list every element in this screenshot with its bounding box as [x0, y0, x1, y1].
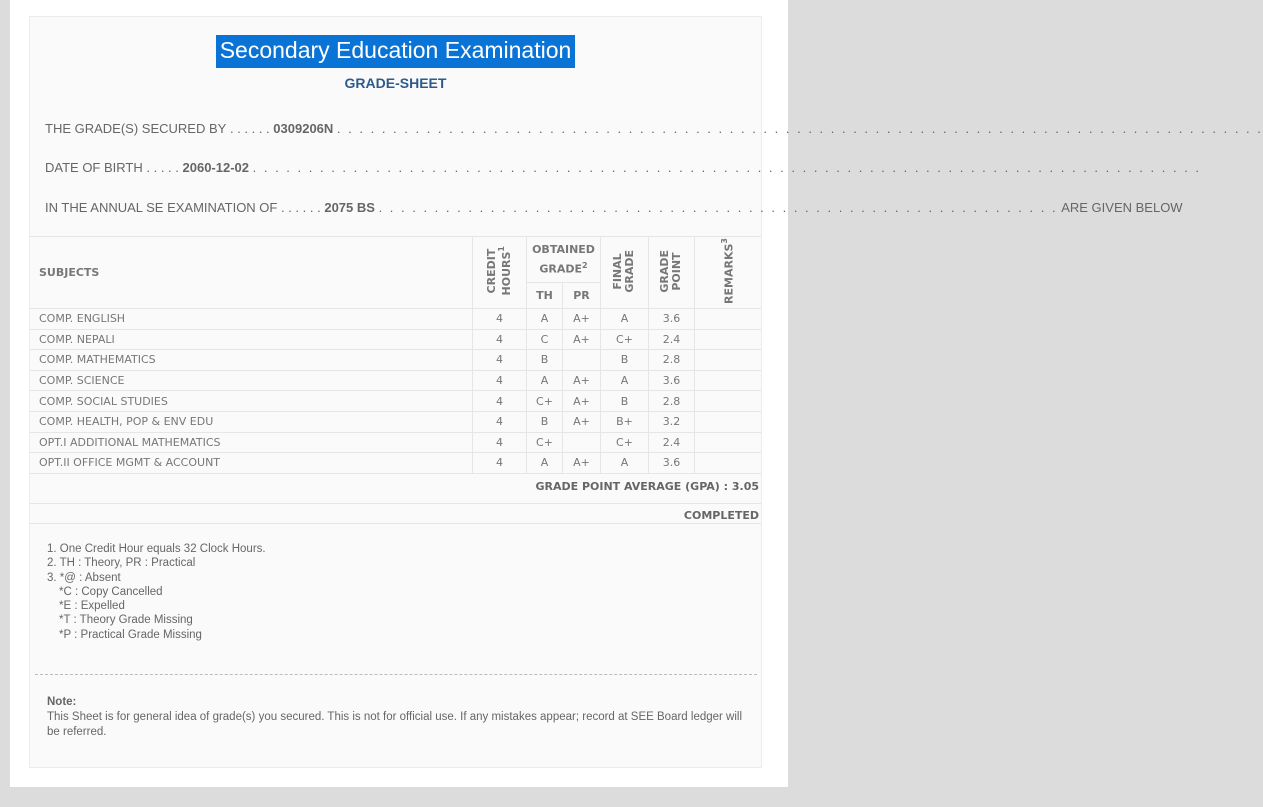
header-credit-hours: CREDIT HOURS$^1$ [473, 237, 527, 309]
cell-th: A [527, 453, 563, 474]
exam-label: IN THE ANNUAL SE EXAMINATION OF [45, 200, 278, 215]
footnote: 2. TH : Theory, PR : Practical [47, 557, 196, 570]
cell-remarks [695, 391, 762, 412]
cell-final: C+ [601, 432, 649, 453]
cell-credit: 4 [473, 329, 527, 350]
cell-credit: 4 [473, 308, 527, 329]
grades-table [30, 236, 761, 474]
cell-gp: 2.8 [649, 391, 695, 412]
footnote: 1. One Credit Hour equals 32 Clock Hours. [47, 543, 266, 555]
cell-pr: A+ [563, 411, 601, 432]
gpa-summary: GRADE POINT AVERAGE (GPA) : 3.05 [535, 480, 759, 493]
page-subtitle: GRADE-SHEET [344, 75, 447, 91]
disclaimer-note [47, 695, 747, 740]
header-grade-point: GRADE POINT [649, 237, 695, 309]
cell-remarks [695, 411, 762, 432]
table-row [30, 370, 761, 391]
cell-credit: 4 [473, 370, 527, 391]
cell-th: B [527, 411, 563, 432]
cell-pr: A+ [563, 453, 601, 474]
table-row [30, 453, 761, 474]
cell-subject: OPT.II OFFICE MGMT & ACCOUNT [30, 453, 473, 474]
cell-final: B+ [601, 411, 649, 432]
cell-credit: 4 [473, 432, 527, 453]
cell-th: A [527, 370, 563, 391]
cell-pr: A+ [563, 391, 601, 412]
cell-th: C+ [527, 391, 563, 412]
symbol-number: 0309206N [273, 121, 334, 136]
cell-credit: 4 [473, 350, 527, 371]
cell-th: C+ [527, 432, 563, 453]
dob-line: DATE OF BIRTH . . . . . 2060-12-02 . . . . . . . . . . . . . . . . . . . . . . . . . . . . . . . . . . . . . . . . . . . . . . . . . . . . . . . . . . . . . . . . . . . . . . . . . . . . . . . . . . . . . [45, 160, 1202, 175]
grade-sheet-page [10, 0, 1263, 787]
secured-by-label: THE GRADE(S) SECURED BY [45, 121, 227, 136]
cell-remarks [695, 350, 762, 371]
footnote: *C : Copy Cancelled [59, 585, 163, 598]
cell-final: B [601, 350, 649, 371]
footnote: *E : Expelled [59, 600, 125, 613]
cell-gp: 2.4 [649, 329, 695, 350]
exam-year: 2075 BS [324, 200, 375, 215]
table-row [30, 329, 761, 350]
table-row [30, 411, 761, 432]
cell-credit: 4 [473, 453, 527, 474]
table-row [30, 391, 761, 412]
cell-pr: A+ [563, 329, 601, 350]
cell-subject: COMP. MATHEMATICS [30, 350, 473, 371]
cell-final: C+ [601, 329, 649, 350]
cell-subject: COMP. SCIENCE [30, 370, 473, 391]
table-row [30, 308, 761, 329]
footnote: *T : Theory Grade Missing [59, 614, 193, 627]
note-text: This Sheet is for general idea of grade(s) you secured. This is not for official use. If any mistakes appear; record at SEE Board ledger will be referred. [47, 711, 743, 738]
cell-credit: 4 [473, 391, 527, 412]
cell-subject: OPT.I ADDITIONAL MATHEMATICS [30, 432, 473, 453]
cell-final: A [601, 370, 649, 391]
dob-label: DATE OF BIRTH [45, 160, 143, 175]
cell-subject: COMP. HEALTH, POP & ENV EDU [30, 411, 473, 432]
grade-sheet-panel [29, 16, 1263, 768]
cell-gp: 3.6 [649, 453, 695, 474]
table-row [30, 350, 761, 371]
exam-suffix: ARE GIVEN BELOW [1061, 200, 1183, 215]
cell-remarks [695, 370, 762, 391]
cell-remarks [695, 308, 762, 329]
page-title: Secondary Education Examination [216, 35, 576, 68]
cell-gp: 2.4 [649, 432, 695, 453]
cell-th: A [527, 308, 563, 329]
cell-credit: 4 [473, 411, 527, 432]
divider [30, 503, 761, 504]
header-pr: PR [563, 282, 601, 308]
cell-pr [563, 350, 601, 371]
dashed-divider [35, 674, 757, 675]
header-th: TH [527, 282, 563, 308]
footnotes [47, 542, 266, 642]
footnote: 3. *@ : Absent [47, 571, 121, 584]
cell-remarks [695, 432, 762, 453]
dob-value: 2060-12-02 [182, 160, 250, 175]
cell-remarks [695, 453, 762, 474]
header-final-grade: FINAL GRADE [601, 237, 649, 309]
secured-by-line: THE GRADE(S) SECURED BY . . . . . . 0309206N . . . . . . . . . . . . . . . . . . . . . . . . . . . . . . . . . . . . . . . . . . . . . . . . . . . . . . . . . . . . . . . . . . . . . . . . . . . . . . . . . . . [45, 121, 1263, 136]
cell-subject: COMP. SOCIAL STUDIES [30, 391, 473, 412]
cell-gp: 2.8 [649, 350, 695, 371]
cell-subject: COMP. ENGLISH [30, 308, 473, 329]
cell-final: A [601, 453, 649, 474]
cell-th: B [527, 350, 563, 371]
cell-subject: COMP. NEPALI [30, 329, 473, 350]
cell-final: A [601, 308, 649, 329]
header-remarks: REMARKS$^3$ [695, 237, 762, 309]
note-label: Note: [47, 696, 77, 708]
cell-remarks [695, 329, 762, 350]
exam-line: IN THE ANNUAL SE EXAMINATION OF . . . . . . 2075 BS . . . . . . . . . . . . . . . . . . . . . . . . . . . . . . . . . . . . . . . . . . . . . . . . . . . . . . . . . . . . . ARE GIVEN BELOW [45, 200, 1183, 215]
cell-gp: 3.6 [649, 370, 695, 391]
cell-gp: 3.6 [649, 308, 695, 329]
cell-th: C [527, 329, 563, 350]
footnote: *P : Practical Grade Missing [59, 628, 202, 641]
cell-final: B [601, 391, 649, 412]
header-obtained-grade: OBTAINED GRADE$^2$ [527, 237, 601, 283]
divider [30, 523, 761, 524]
cell-gp: 3.2 [649, 411, 695, 432]
header-subjects: SUBJECTS [30, 237, 473, 309]
result-status: COMPLETED [683, 509, 759, 522]
cell-pr [563, 432, 601, 453]
cell-pr: A+ [563, 308, 601, 329]
table-row [30, 432, 761, 453]
cell-pr: A+ [563, 370, 601, 391]
